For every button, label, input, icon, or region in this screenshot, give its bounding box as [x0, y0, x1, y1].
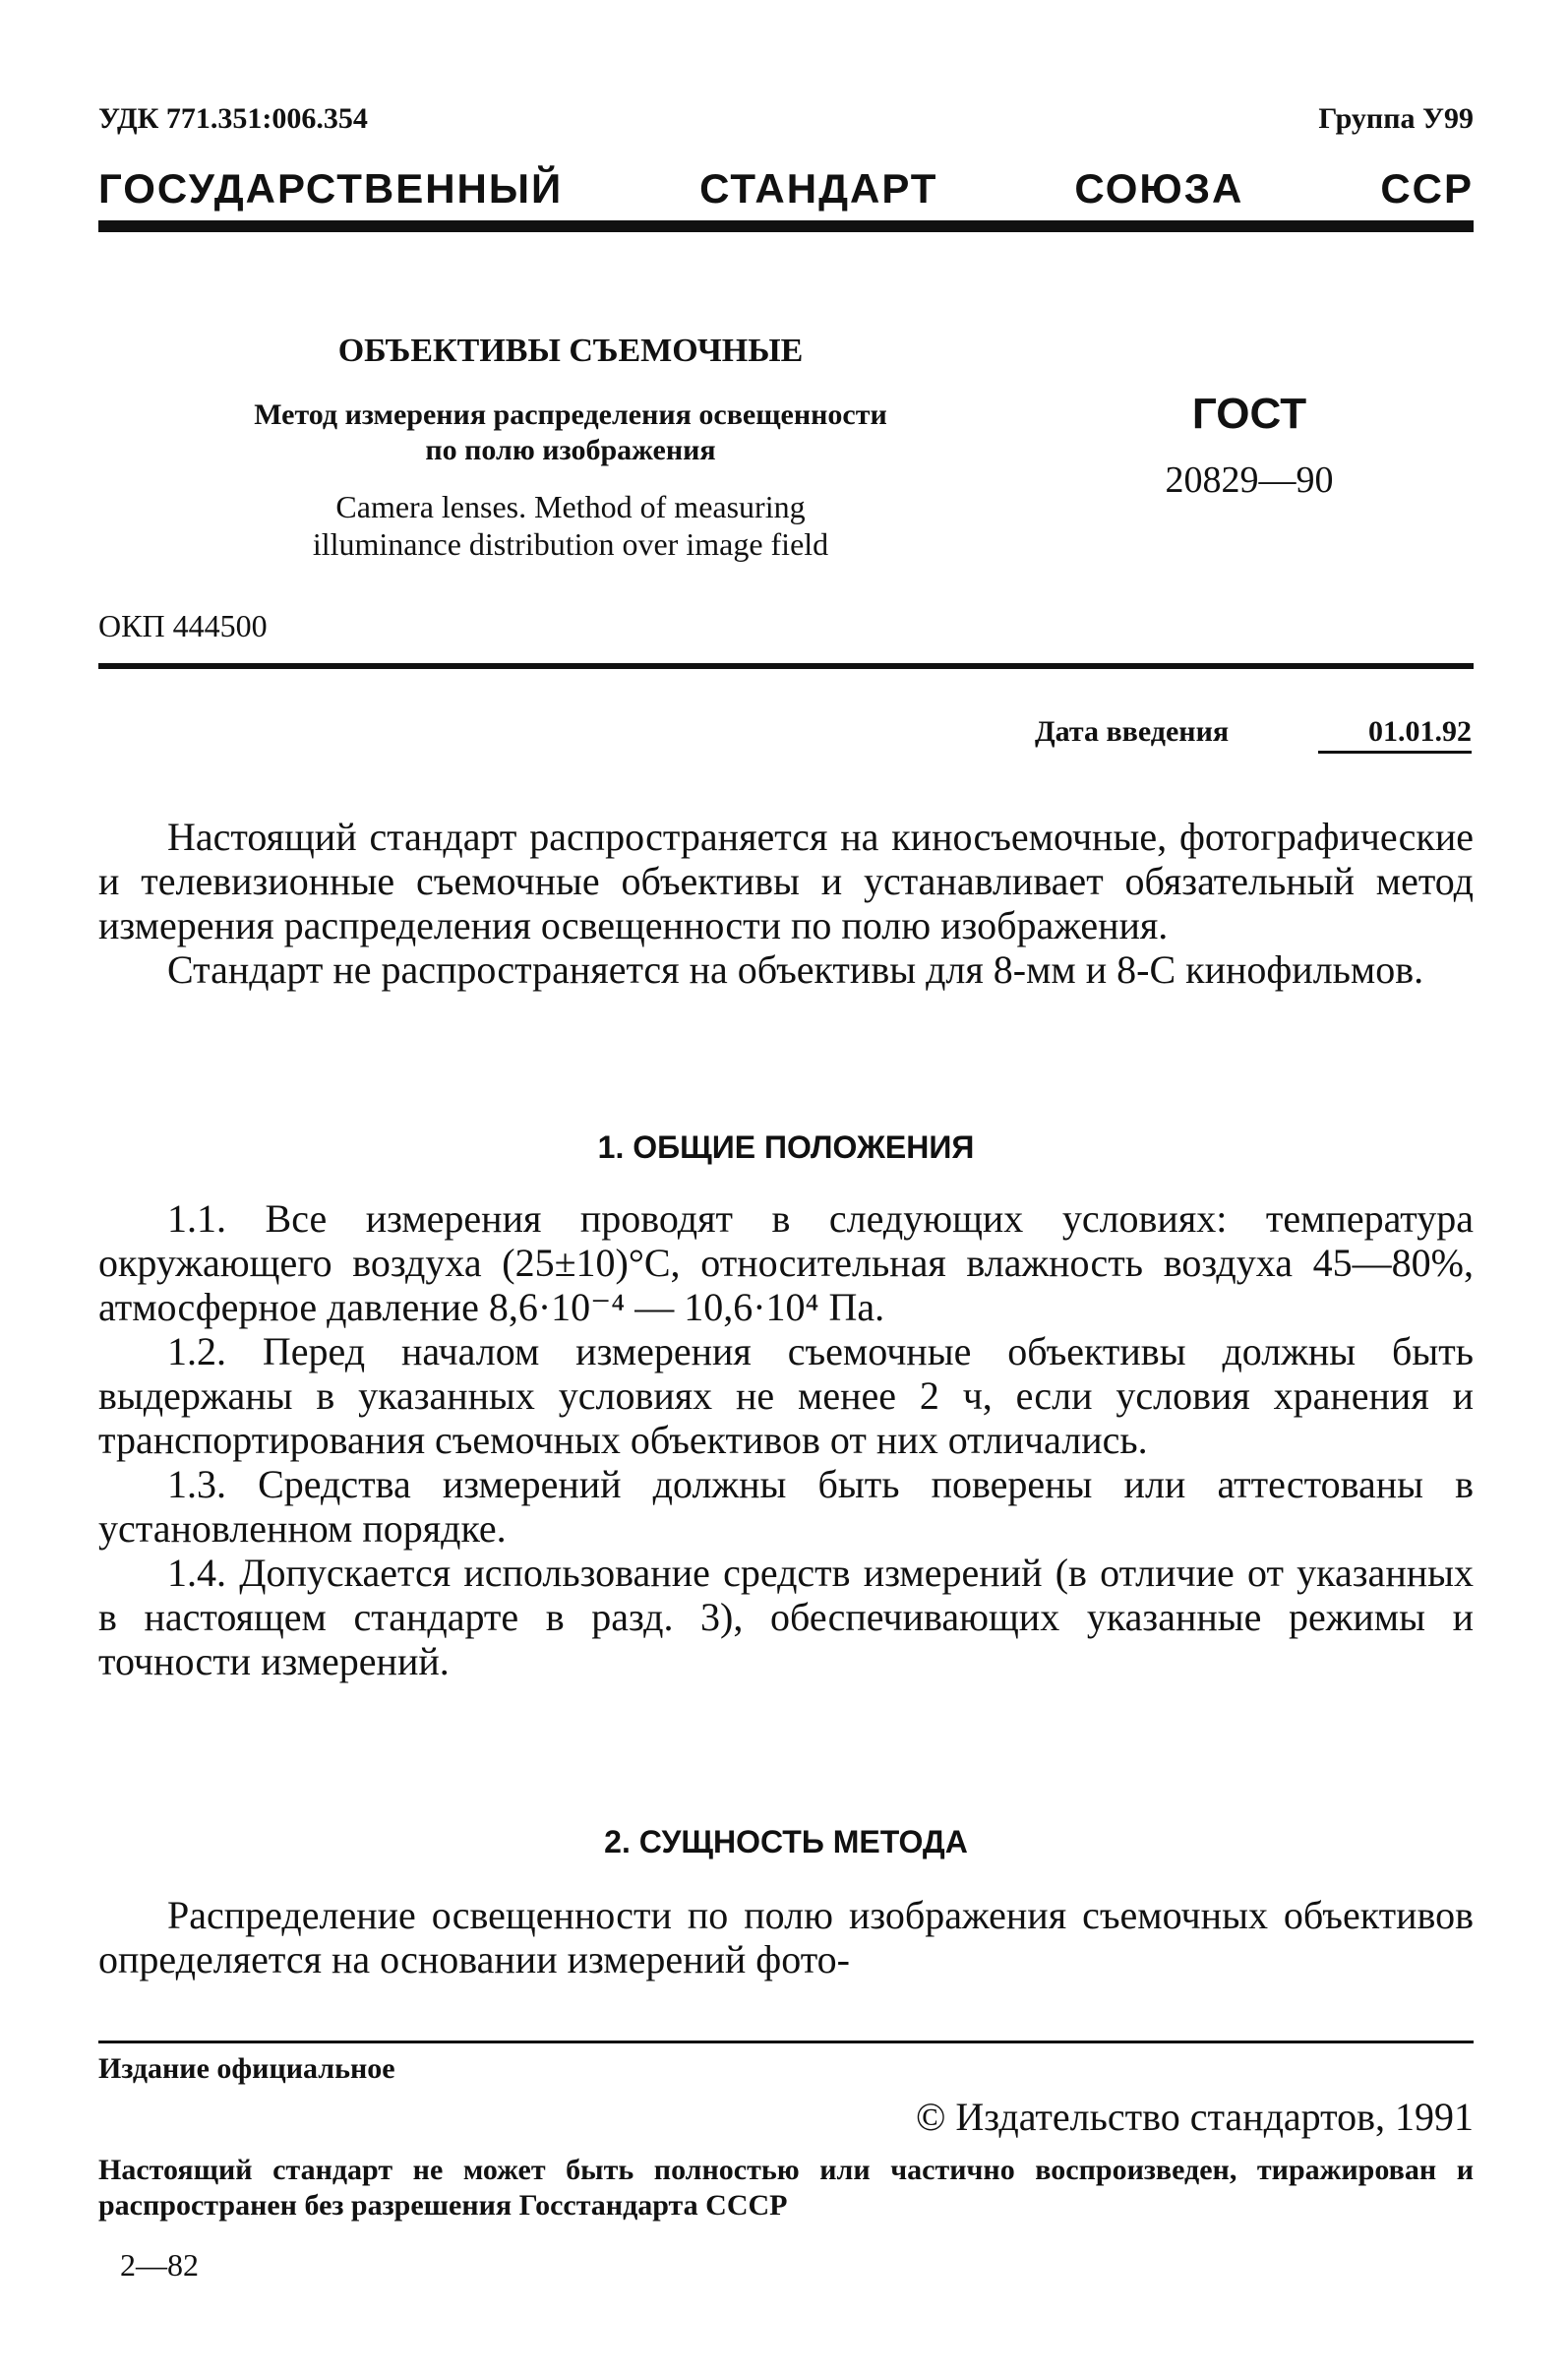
intro-text: [98, 815, 1474, 992]
group-code: Группа У99: [1318, 102, 1474, 135]
subtitle-line-1: Метод измерения распределения освещенности: [254, 398, 887, 431]
top-thick-rule: [98, 220, 1474, 232]
gost-label: ГОСТ: [1191, 390, 1307, 438]
english-line-1: Camera lenses. Method of measuring: [335, 489, 806, 524]
footer-rule: [98, 2041, 1474, 2043]
udk-code: УДК 771.351:006.354: [98, 102, 368, 135]
edition-label: Издание официальное: [98, 2052, 395, 2085]
intro-paragraph: Стандарт не распространяется на объективы для 8-мм и 8-С кинофильмов.: [167, 947, 1424, 992]
document-subtitle: [157, 397, 984, 468]
standard-banner: ГОСУДАРСТВЕННЫЙ СТАНДАРТ СОЮЗА ССР: [98, 165, 1474, 212]
copyright-line: [916, 2094, 1474, 2140]
copyright-icon: ©: [915, 2095, 946, 2139]
okp-code: ОКП 444500: [98, 608, 268, 643]
section-1-body: [98, 1196, 1474, 1683]
intro-paragraph: Настоящий стандарт распространяется на киносъемочные, фотографические и телевизионные съемочные объективы и устанавливает обязательный метод измерения распределения освещенности по полю изображения.: [98, 815, 1474, 947]
section-2-heading: 2. СУЩНОСТЬ МЕТОДА: [604, 1824, 968, 1859]
copyright-text: Издательство стандартов, 1991: [955, 2095, 1474, 2139]
date-value: 01.01.92: [1318, 715, 1472, 754]
gost-number: 20829—90: [1165, 459, 1334, 501]
title-block-rule: [98, 663, 1474, 669]
date-label: Дата введения: [1035, 715, 1230, 748]
english-line-2: illuminance distribution over image field: [312, 526, 829, 562]
section-2-body: [98, 1893, 1474, 1981]
legal-notice: Настоящий стандарт не может быть полностью или частично воспроизведен, тиражирован и распространен без разрешения Госстандарта СССР: [98, 2154, 1474, 2222]
clause-1-2: 1.2. Перед началом измерения съемочные объективы должны быть выдержаны в указанных условиях не менее 2 ч, если условия хранения и транспортирования съемочных объективов от них отличались.: [98, 1329, 1474, 1462]
clause-1-1: 1.1. Все измерения проводят в следующих условиях: температура окружающего воздуха (25±10)°С, относительная влажность воздуха 45—80%, атмосферное давление 8,6·10⁻⁴ — 10,6·10⁴ Па.: [98, 1196, 1474, 1329]
page-code: 2—82: [120, 2247, 199, 2283]
english-title: [157, 488, 984, 563]
document-title: ОБЪЕКТИВЫ СЪЕМОЧНЫЕ: [337, 333, 804, 369]
clause-1-3: 1.3. Средства измерений должны быть поверены или аттестованы в установленном порядке.: [98, 1462, 1474, 1551]
clause-1-4: 1.4. Допускается использование средств измерений (в отличие от указанных в настоящем стандарте в разд. 3), обеспечивающих указанные режимы и точности измерений.: [98, 1551, 1474, 1683]
section-1-heading: 1. ОБЩИЕ ПОЛОЖЕНИЯ: [597, 1129, 975, 1165]
section-2-paragraph: Распределение освещенности по полю изображения съемочных объективов определяется на основании измерений фото-: [98, 1893, 1474, 1981]
subtitle-line-2: по полю изображения: [425, 434, 716, 466]
